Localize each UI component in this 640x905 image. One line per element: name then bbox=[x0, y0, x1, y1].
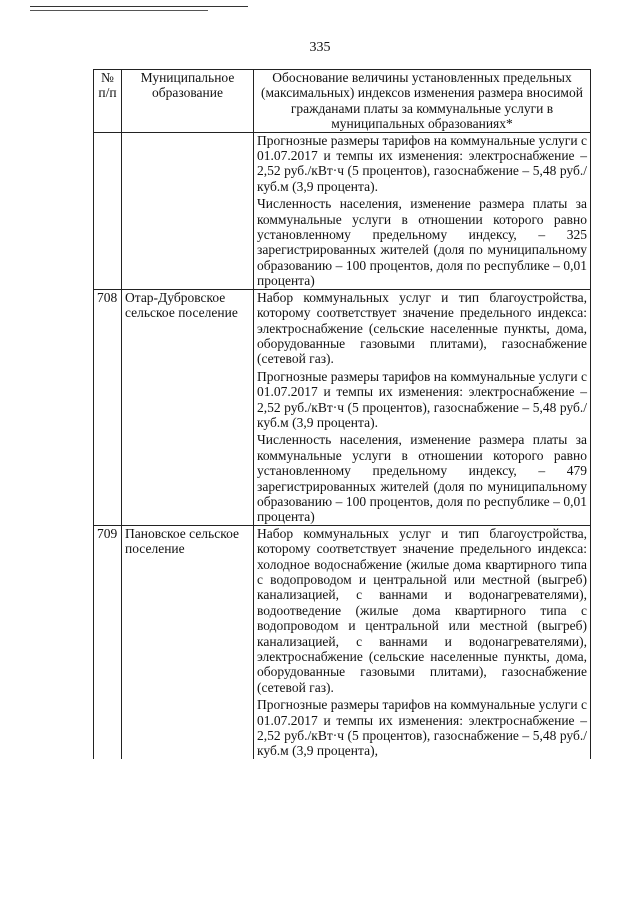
justification-paragraph: Набор коммунальных услуг и тип благоустройства, которому соответствует значение предельного индекса: холодное водоснабжение (жилые дома квартирного типа с водопроводом и центральной или местной (выгреб) канализацией, с ваннами и водонагревателями), водоотведение (жилые дома квартирного типа с водопроводом и центральной или местной (выгреб) канализацией, с ваннами и водонагревателями), электроснабжение (сельские населенные пункты, дома, оборудованные газовыми плитами), газоснабжение (сетевой газ). bbox=[257, 525, 587, 695]
justification-paragraph: Прогнозные размеры тарифов на коммунальные услуги с 01.07.2017 и темпы их изменения: электроснабжение – 2,52 руб./кВт·ч (5 процентов), газоснабжение – 5,48 руб./куб.м (3,9 процента), bbox=[257, 697, 587, 759]
justification-cell bbox=[254, 525, 591, 759]
table-row bbox=[94, 289, 591, 525]
justification-cell bbox=[254, 132, 591, 289]
tariff-justification-table bbox=[93, 69, 591, 759]
justification-paragraph: Прогнозные размеры тарифов на коммунальные услуги с 01.07.2017 и темпы их изменения: электроснабжение – 2,52 руб./кВт·ч (5 процентов), газоснабжение – 5,48 руб./куб.м (3,9 процента). bbox=[257, 368, 587, 430]
page-number: 335 bbox=[309, 40, 331, 55]
justification-paragraph: Численность населения, изменение размера платы за коммунальные услуги в отношении которого равно установленному предельному индексу, – 479 зарегистрированных жителей (доля по муниципальному образованию – 100 процентов, доля по республике – 0,01 процента) bbox=[257, 432, 587, 525]
row-num: 709 bbox=[94, 525, 122, 759]
header-rule-secondary bbox=[30, 10, 208, 11]
table-header-row bbox=[94, 70, 591, 133]
header-num: № п/п bbox=[94, 70, 122, 133]
header-rule bbox=[30, 6, 248, 7]
justification-paragraph: Прогнозные размеры тарифов на коммунальные услуги с 01.07.2017 и темпы их изменения: электроснабжение – 2,52 руб./кВт·ч (5 процентов), газоснабжение – 5,48 руб./куб.м (3,9 процента). bbox=[257, 132, 587, 194]
municipality-name: Пановское сельское поселение bbox=[122, 525, 254, 759]
municipality-name: Отар-Дубровское сельское поселение bbox=[122, 289, 254, 525]
justification-paragraph: Численность населения, изменение размера платы за коммунальные услуги в отношении которого равно установленному предельному индексу, – 325 зарегистрированных жителей (доля по муниципальному образованию – 100 процентов, доля по республике – 0,01 процента) bbox=[257, 196, 587, 289]
justification-cell bbox=[254, 289, 591, 525]
row-num bbox=[94, 132, 122, 289]
table-row bbox=[94, 132, 591, 289]
header-municipality: Муниципальное образование bbox=[122, 70, 254, 133]
table-row bbox=[94, 525, 591, 759]
municipality-name bbox=[122, 132, 254, 289]
justification-paragraph: Набор коммунальных услуг и тип благоустройства, которому соответствует значение предельного индекса: электроснабжение (сельские населенные пункты, дома, оборудованные газовыми плитами), газоснабжение (сетевой газ). bbox=[257, 289, 587, 367]
header-justification: Обоснование величины установленных предельных (максимальных) индексов изменения размера вносимой гражданами платы за коммунальные услуги в муниципальных образованиях* bbox=[254, 70, 591, 133]
row-num: 708 bbox=[94, 289, 122, 525]
